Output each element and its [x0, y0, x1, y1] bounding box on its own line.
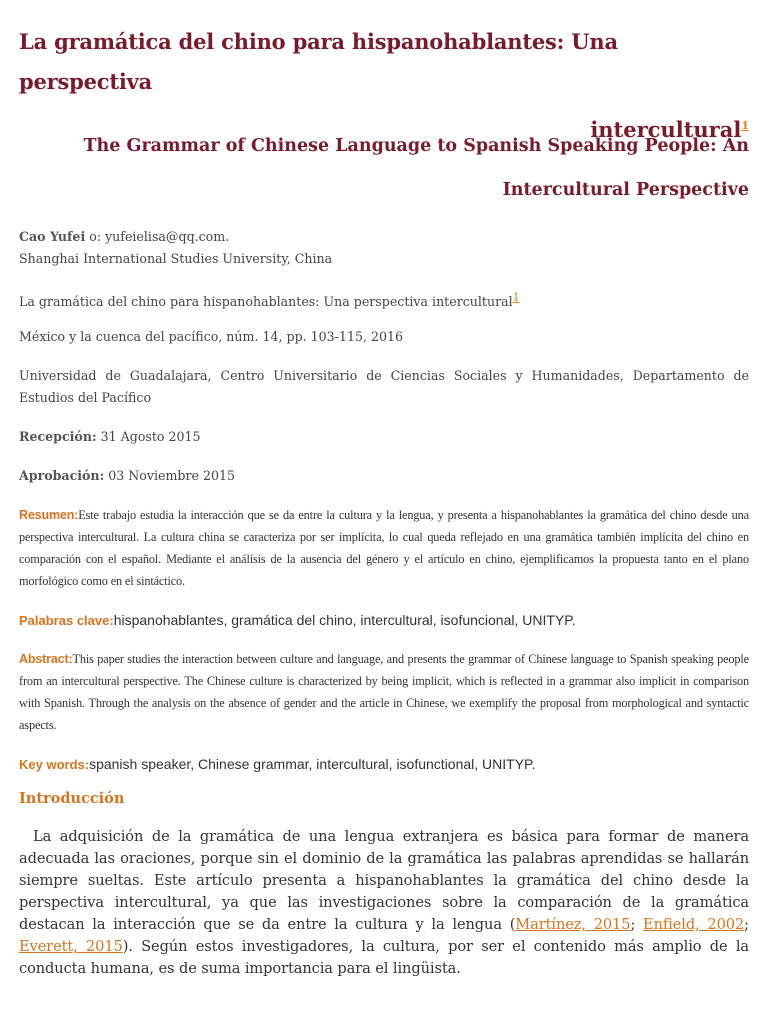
palabras-clave-text: hispanohablantes, gramática del chino, intercultural, isofuncional, UNITYP. [113, 612, 576, 628]
english-title-line-2: Intercultural Perspective [502, 180, 749, 200]
english-title-line-1: The Grammar of Chinese Language to Spanish Speaking People: An [83, 136, 749, 156]
abstract-block [19, 648, 749, 736]
resumen-text: Este trabajo estudia la interacción que se da entre la cultura y la lengua, y presenta a hispanohablantes la gramática del chino desde una perspectiva intercultural. La cultura china se caracteriza por ser implícita, lo cual queda reflejado en una gramática también implícita del chino en comparación con el español. Mediante el análisis de la ausencia del género y el artículo en chino, ejemplificamos la propuesta tanto en el plano morfológico como en el sintáctico. [19, 508, 749, 588]
citation-link-martinez[interactable]: Martínez, 2015 [515, 916, 631, 933]
palabras-clave [19, 609, 749, 632]
citation-title [19, 287, 749, 313]
palabras-clave-label: Palabras clave: [19, 613, 114, 628]
introduction-heading: Introducción [19, 790, 125, 807]
title-footnote-link[interactable]: 1 [741, 119, 749, 132]
title-line-2-text: intercultural [590, 117, 742, 142]
introduction-paragraph [19, 826, 749, 980]
keywords-label: Key words: [19, 757, 90, 772]
keywords [19, 753, 749, 776]
journal-info: México y la cuenca del pacífico, núm. 14, pp. 103-115, 2016 [19, 329, 404, 344]
reception-value: 31 Agosto 2015 [96, 429, 201, 444]
approval-value: 03 Noviembre 2015 [104, 468, 236, 483]
intro-text-part-2: ). Según estos investigadores, la cultura, por ser el contenido más amplio de la conducta humana, es de suma importancia para el lingüista. [19, 938, 749, 977]
abstract-label: Abstract: [19, 652, 73, 666]
english-title [19, 124, 749, 212]
citation-footnote-link[interactable]: 1 [512, 291, 520, 304]
citation-title-text: La gramática del chino para hispanohablantes: Una perspectiva intercultural [19, 294, 513, 310]
intro-text-part-1: La adquisición de la gramática de una lengua extranjera es básica para formar de manera adecuada las oraciones, porque sin el dominio de la gramática las palabras aprendidas se hallarán siempre sueltas. Este artículo presenta a hispanohablantes la gramática del chino desde la perspectiva intercultural, ya que las investigaciones sobre la comparación de la gramática destacan la interacción que se da entre la cultura y la lengua ( [19, 828, 749, 933]
author-block [19, 226, 749, 270]
citation-link-everett[interactable]: Everett, 2015 [19, 938, 123, 955]
keywords-text: spanish speaker, Chinese grammar, intercultural, isofunctional, UNITYP. [89, 756, 536, 772]
citation-separator: ; [744, 916, 749, 933]
abstract-text: This paper studies the interaction between culture and language, and presents the grammar of Chinese language to Spanish speaking people from an intercultural perspective. The Chinese culture is characterized by being implicit, which is reflected in a grammar also implicit in comparison with Spanish. Through the analysis on the absence of gender and the article in Chinese, we exemplify the proposal from morphological and syntactic aspects. [19, 652, 749, 732]
publisher-info: Universidad de Guadalajara, Centro Universitario de Ciencias Sociales y Humanidades, Departamento de Estudios del Pacífico [19, 368, 749, 405]
citation-separator: ; [630, 916, 644, 933]
resumen-block [19, 504, 749, 592]
approval-date [19, 465, 749, 487]
citation-link-enfield[interactable]: Enfield, 2002 [643, 916, 745, 933]
approval-label: Aprobación: [19, 468, 105, 483]
resumen-label: Resumen: [19, 508, 79, 522]
reception-date [19, 426, 749, 448]
author-email: o: yufeielisa@qq.com. [85, 229, 230, 244]
author-affiliation: Shanghai International Studies University, China [19, 251, 333, 266]
title-line-1: La gramática del chino para hispanohablantes: Una perspectiva [19, 29, 618, 94]
author-name: Cao Yufei [19, 229, 86, 244]
reception-label: Recepción: [19, 429, 97, 444]
